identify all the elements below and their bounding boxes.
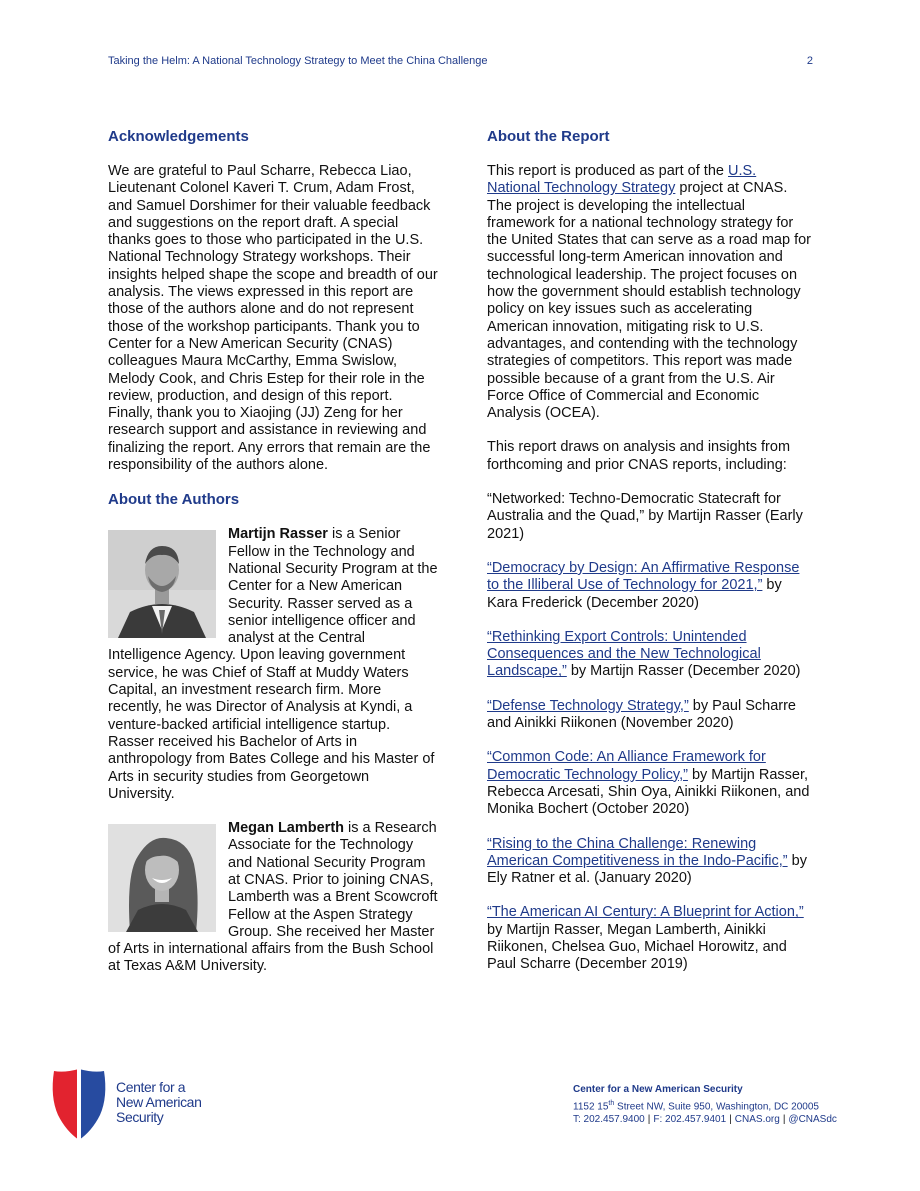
reference-details: by Martijn Rasser, Rebecca Arcesati, Shin Oya, Ainikki Riikonen, and Monika Bochert (October 2020) — [487, 766, 810, 818]
reference-details: by Kara Frederick (December 2020) — [487, 577, 782, 611]
cnas-shield-icon — [50, 1067, 108, 1142]
footer-address — [573, 1097, 837, 1114]
author-photo-rasser — [108, 530, 216, 638]
address-suffix: th — [608, 1099, 615, 1107]
reference-link[interactable]: “Rising to the China Challenge: Renewing American Competitiveness in the Indo-Pacific,” — [487, 835, 788, 869]
reference-item — [487, 904, 812, 973]
reference-link[interactable]: “The American AI Century: A Blueprint for Action,” — [487, 904, 804, 921]
logo-line-3: Security — [116, 1109, 164, 1125]
reference-item — [487, 629, 812, 681]
logo-line-1: Center for a — [116, 1079, 186, 1095]
address-number: 1152 15 — [573, 1100, 609, 1112]
author-bio-lamberth — [108, 820, 438, 976]
reference-link[interactable]: “Democracy by Design: An Affirmative Response to the Illiberal Use of Technology for 2021,” — [487, 559, 800, 594]
footer-contact-line — [573, 1113, 837, 1127]
reference-item: “Networked: Techno-Democratic Statecraft for Australia and the Quad,” by Martijn Rasser (Early 2021) — [487, 491, 803, 542]
separator: | — [782, 1114, 786, 1126]
reference-details: by Ely Ratner et al. (January 2020) — [487, 852, 807, 887]
authors-heading: About the Authors — [108, 491, 240, 509]
right-column — [487, 128, 812, 991]
reference-details: by Martijn Rasser, Megan Lamberth, Ainikki Riikonen, Chelsea Guo, Michael Horowitz, and Paul Scharre (December 2019) — [487, 921, 787, 973]
draws-on-text: This report draws on analysis and insights from forthcoming and prior CNAS reports, including: — [487, 439, 791, 473]
intro-text-after: project at CNAS. The project is developing the intellectual framework for a national technology strategy for the United States that can serve as a road map for successful long-term American innovation and technological leadership. The project focuses on how the government should establish technology policy on key issues such as accelerating American innovation, mitigating risk to U.S. advantages, and contending with the technology strategies of competitors. This report was made possible because of a grant from the U.S. Air Force Office of Commercial and Economic Analysis (OCEA). — [487, 180, 812, 422]
footer-handle[interactable]: @CNASdc — [788, 1114, 837, 1126]
running-title: Taking the Helm: A National Technology Strategy to Meet the China Challenge — [108, 55, 488, 67]
separator: | — [729, 1114, 732, 1126]
reference-item — [487, 749, 812, 818]
reference-link[interactable]: “Rethinking Export Controls: Unintended Consequences and the New Technological Landscape,” — [487, 628, 761, 680]
logo-line-2: New American — [116, 1094, 202, 1110]
author-name-lamberth: Megan Lamberth — [228, 820, 345, 837]
footer-fax: F: 202.457.9401 — [653, 1114, 727, 1126]
page-number: 2 — [806, 55, 813, 67]
logo-wordmark — [116, 1080, 201, 1125]
author-bio-rasser — [108, 526, 438, 803]
footer-contact — [573, 1083, 837, 1127]
author-name-rasser: Martijn Rasser — [228, 526, 328, 543]
author-bio-text-lamberth: is a Research Associate for the Technology and National Security Program at CNAS. Prior to joining CNAS, Lamberth was a Brent Scowcroft Fellow at the Aspen Strategy Group. She received her Master of Arts in international affairs from the Bush School at Texas A&M University. — [108, 820, 438, 975]
acknowledgements-heading: Acknowledgements — [108, 128, 249, 145]
reference-link[interactable]: “Common Code: An Alliance Framework for Democratic Technology Policy,” — [487, 749, 766, 783]
reference-item — [487, 698, 812, 733]
reference-details: by Paul Scharre and Ainikki Riikonen (November 2020) — [487, 697, 796, 732]
author-bio-text-rasser: is a Senior Fellow in the Technology and National Security Program at the Center for a New American Security. Rasser served as a senior intelligence officer and analyst at the Central Intelligence Agency. Upon leaving government service, he was Chief of Staff at Muddy Waters Capital, an investment research firm. More recently, he was Director of Analysis at Kyndi, a venture-backed artificial intelligence startup. Rasser received his Bachelor of Arts in anthropology from Bates College and his Master of Arts in security studies from Georgetown University. — [108, 526, 438, 802]
left-column — [108, 128, 438, 993]
reference-item — [487, 560, 812, 612]
cnas-logo — [50, 1067, 210, 1142]
footer-phone: T: 202.457.9400 — [573, 1114, 645, 1126]
separator: | — [647, 1114, 651, 1126]
about-report-intro — [487, 163, 812, 422]
address-street: Street NW, Suite 950, Washington, DC 20005 — [614, 1100, 819, 1112]
footer-website[interactable]: CNAS.org — [734, 1114, 780, 1126]
acknowledgements-body: We are grateful to Paul Scharre, Rebecca Liao, Lieutenant Colonel Kaveri T. Crum, Adam Frost, and Samuel Dorshimer for their valuable feedback and suggestions on the report draft. A special thanks goes to those who participated in the U.S. National Technology Strategy workshops. Their insights helped shape the scope and breadth of our analysis. The views expressed in this report are those of the authors alone and do not represent those of the workshop participants. Thank you to Center for a New American Security (CNAS) colleagues Maura McCarthy, Emma Swislow, Melody Cook, and Chris Estep for their role in the review, production, and design of this report. Finally, thank you to Xiaojing (JJ) Zeng for her research support and assistance in reviewing and finalizing the report. Any errors that remain are the responsibility of the authors alone. — [108, 163, 438, 474]
reference-link[interactable]: “Defense Technology Strategy,” — [487, 697, 689, 714]
about-report-heading: About the Report — [487, 128, 610, 145]
strategy-project-link[interactable]: U.S. National Technology Strategy — [487, 163, 757, 197]
reference-details: by Martijn Rasser (December 2020) — [566, 663, 801, 680]
intro-text-before: This report is produced as part of the — [487, 163, 728, 179]
footer-org-name: Center for a New American Security — [573, 1084, 743, 1095]
reference-item — [487, 836, 812, 888]
author-photo-lamberth — [108, 824, 216, 932]
